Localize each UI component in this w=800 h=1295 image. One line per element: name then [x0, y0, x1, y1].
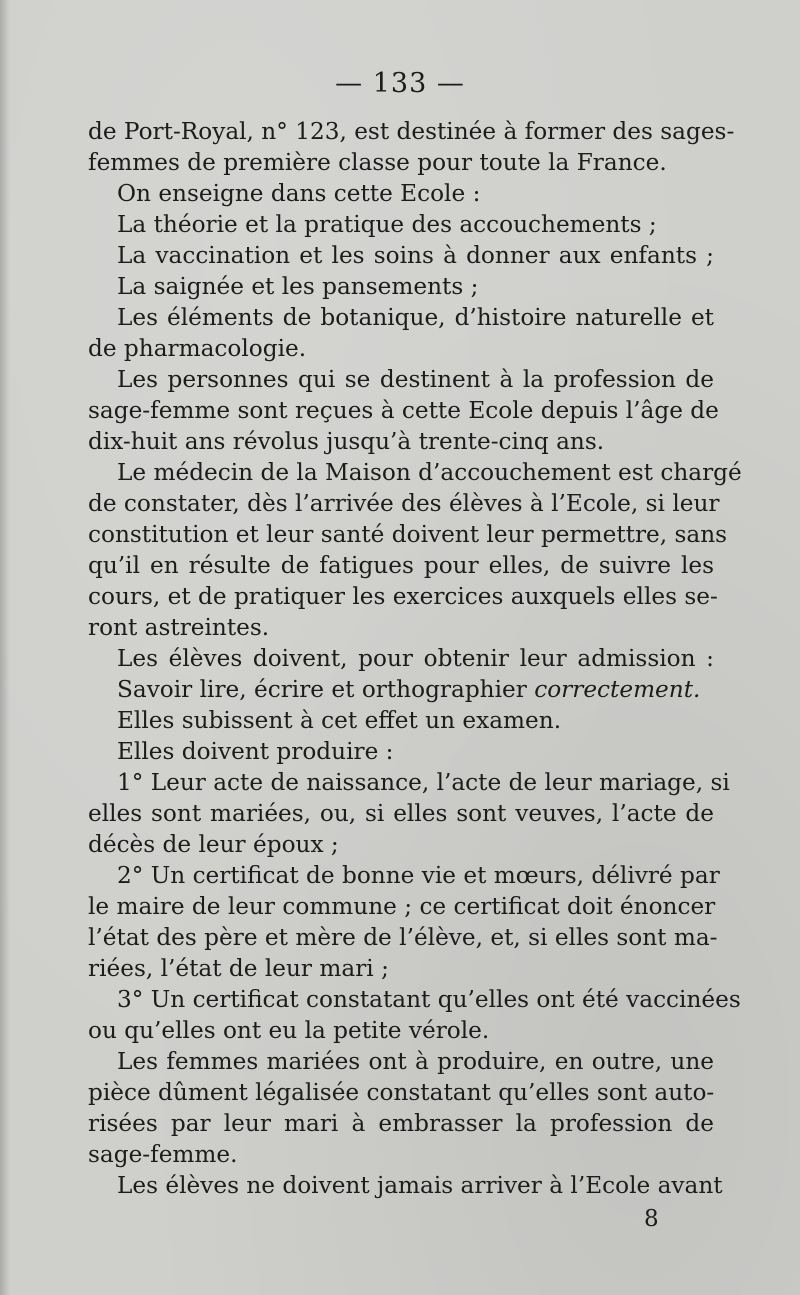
text-line: Les élèves ne doivent jamais arriver à l’Ecole avant — [117, 1172, 723, 1199]
text-line: 2° Un certificat de bonne vie et mœurs, délivré par — [117, 862, 720, 889]
text-line: 3° Un certificat constatant qu’elles ont été vaccinées — [117, 986, 741, 1013]
text-line: Les éléments de botanique, d’histoire naturelle et — [117, 304, 714, 331]
text-line: On enseigne dans cette Ecole : — [117, 180, 481, 207]
text-line: de Port-Royal, n° 123, est destinée à former des sages- — [88, 118, 735, 145]
text-line: La vaccination et les soins à donner aux enfants ; — [117, 242, 714, 269]
text-line: Elles subissent à cet effet un examen. — [117, 707, 562, 734]
text-line: risées par leur mari à embrasser la profession de — [88, 1110, 714, 1137]
text-line: pièce dûment légalisée constatant qu’elles sont auto- — [88, 1079, 715, 1106]
text-line: le maire de leur commune ; ce certificat doit énoncer — [88, 893, 716, 920]
text-line: dix-huit ans révolus jusqu’à trente-cinq ans. — [88, 428, 605, 455]
text-line-start: Savoir lire, écrire et orthographier — [117, 676, 527, 703]
text-line: l’état des père et mère de l’élève, et, si elles sont ma- — [88, 924, 718, 951]
text-line: La saignée et les pansements ; — [117, 273, 479, 300]
text-line: 1° Leur acte de naissance, l’acte de leur mariage, si — [117, 769, 730, 796]
text-line: constitution et leur santé doivent leur permettre, sans — [88, 521, 728, 548]
text-line: Les élèves doivent, pour obtenir leur admission : — [117, 645, 714, 672]
text-line: Le médecin de la Maison d’accouchement est chargé — [117, 459, 742, 486]
text-line: Elles doivent produire : — [117, 738, 394, 765]
text-line: femmes de première classe pour toute la France. — [88, 149, 667, 176]
text-line: qu’il en résulte de fatigues pour elles, de suivre les — [88, 552, 714, 579]
body-text — [88, 116, 742, 1201]
text-line: de pharmacologie. — [88, 335, 307, 362]
signature-mark: 8 — [644, 1206, 659, 1232]
text-line: de constater, dès l’arrivée des élèves à l’Ecole, si leur — [88, 490, 720, 517]
text-line: sage-femme sont reçues à cette Ecole depuis l’âge de — [88, 397, 719, 424]
text-line: La théorie et la pratique des accouchements ; — [117, 211, 657, 238]
text-line: ront astreintes. — [88, 614, 270, 641]
text-line: riées, l’état de leur mari ; — [88, 955, 389, 982]
text-line: sage-femme. — [88, 1141, 238, 1168]
text-line: Les femmes mariées ont à produire, en outre, une — [117, 1048, 714, 1075]
text-line: décès de leur époux ; — [88, 831, 339, 858]
text-line: Les personnes qui se destinent à la profession de — [117, 366, 714, 393]
text-line: ou qu’elles ont eu la petite vérole. — [88, 1017, 490, 1044]
page-number: — 133 — — [335, 68, 465, 99]
text-line: cours, et de pratiquer les exercices auxquels elles se- — [88, 583, 718, 610]
text-line — [88, 674, 714, 705]
text-line: elles sont mariées, ou, si elles sont veuves, l’acte de — [88, 800, 714, 827]
italic-emphasis: correctement. — [534, 676, 701, 703]
